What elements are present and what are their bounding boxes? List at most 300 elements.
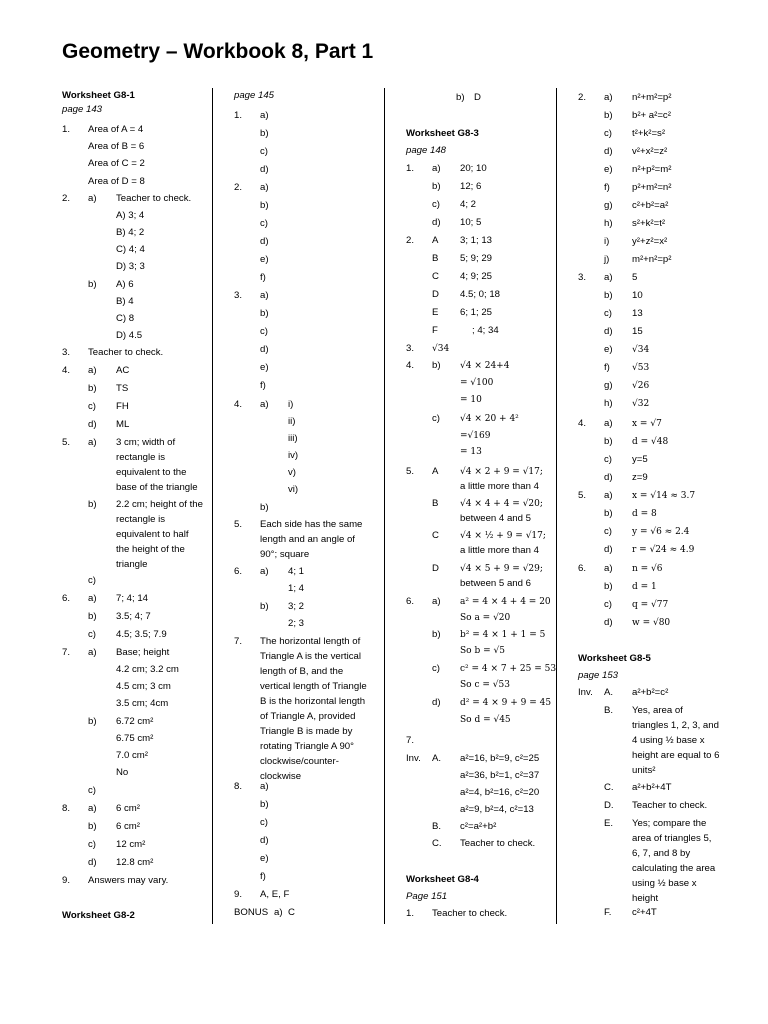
math-expression: d = 1 xyxy=(632,582,657,592)
answer-text: a) xyxy=(604,490,613,501)
answer-text: equivalent to half xyxy=(116,529,189,540)
answer-text: clockwise/counter- xyxy=(260,756,339,767)
math-expression: = 10 xyxy=(460,395,482,405)
answer-text: 20; 10 xyxy=(460,163,487,174)
answer-text: height xyxy=(632,893,659,904)
answer-text: B xyxy=(432,498,439,509)
answer-text: A. xyxy=(432,753,442,764)
answer-text: D) 3; 3 xyxy=(116,261,145,272)
answer-text: height are equal to 6 xyxy=(632,750,720,761)
answer-text: y²+z²=x² xyxy=(632,236,668,247)
answer-text: t²+k²=s² xyxy=(632,128,666,139)
answer-text: a) xyxy=(274,907,283,918)
answer-text: F. xyxy=(604,907,612,918)
answer-text: calculating the area xyxy=(632,863,716,874)
answer-text: b) xyxy=(260,601,269,612)
answer-text: g) xyxy=(604,380,613,391)
answer-text: a) xyxy=(260,566,269,577)
answer-text: Inv. xyxy=(578,687,593,698)
answer-text: b) xyxy=(88,821,97,832)
answer-text: 9. xyxy=(234,889,243,900)
answer-text: f) xyxy=(604,362,610,373)
answer-text: A) 6 xyxy=(116,279,134,290)
answer-text: Teacher to check. xyxy=(116,193,192,204)
answer-text: E xyxy=(432,307,439,318)
answer-text: b) xyxy=(88,716,97,727)
answer-text: 12; 6 xyxy=(460,181,482,192)
answer-text: equivalent to the xyxy=(116,467,187,478)
worksheet-heading: Worksheet G8-1 xyxy=(62,90,135,101)
math-expression: So b = √5 xyxy=(460,646,505,656)
answer-text: 3; 2 xyxy=(288,601,305,612)
answer-text: j) xyxy=(604,254,610,265)
answer-text: d) xyxy=(432,697,441,708)
answer-text: d) xyxy=(260,164,269,175)
math-expression: w = √80 xyxy=(632,618,671,628)
answer-text: Teacher to check. xyxy=(460,838,536,849)
math-expression: y = √6 ≈ 2.4 xyxy=(632,527,690,537)
answer-text: d) xyxy=(604,617,613,628)
answer-text: h) xyxy=(604,398,613,409)
answer-text: b) xyxy=(88,383,97,394)
answer-text: rectangle is xyxy=(116,514,166,525)
column-divider xyxy=(556,88,557,924)
answer-text: b) xyxy=(260,502,269,513)
math-expression: = √100 xyxy=(460,378,494,388)
answer-text: b) xyxy=(88,499,97,510)
answer-text: 6. xyxy=(578,563,587,574)
answer-text: 4.5; 0; 18 xyxy=(460,289,501,300)
math-expression: √4 × 5 + 9 = √29; xyxy=(460,564,543,574)
answer-text: 4 using ½ base x xyxy=(632,735,705,746)
worksheet-heading: Worksheet G8-2 xyxy=(62,910,135,921)
answer-text: a) xyxy=(260,781,269,792)
answer-text: b) xyxy=(260,200,269,211)
answer-text: E. xyxy=(604,818,614,829)
answer-text: Yes; compare the xyxy=(632,818,707,829)
answer-text: triangle xyxy=(116,559,148,570)
math-expression: a² = 4 × 4 + 4 = 20 xyxy=(460,597,551,607)
math-expression: √34 xyxy=(632,345,650,355)
answer-text: 9. xyxy=(62,875,71,886)
answer-text: Area of C = 2 xyxy=(88,158,145,169)
answer-text: d) xyxy=(88,419,97,430)
math-expression: √4 × 4 + 4 = √20; xyxy=(460,499,543,509)
answer-text: 2. xyxy=(234,182,243,193)
answer-text: 3 cm; width of xyxy=(116,437,176,448)
answer-text: e) xyxy=(604,344,613,355)
answer-text: b) xyxy=(432,181,441,192)
answer-text: 6. xyxy=(234,566,243,577)
answer-text: Teacher to check. xyxy=(632,800,708,811)
answer-text: a little more than 4 xyxy=(460,545,539,556)
answer-text: between 4 and 5 xyxy=(460,513,531,524)
answer-text: Area of B = 6 xyxy=(88,141,145,152)
answer-text: 2. xyxy=(578,92,587,103)
answer-text: 10; 5 xyxy=(460,217,482,228)
answer-text: c) xyxy=(604,128,612,139)
answer-text: c²+b²=a² xyxy=(632,200,669,211)
answer-text: using ½ base x xyxy=(632,878,697,889)
answer-text: z=9 xyxy=(632,472,648,483)
answer-text: A xyxy=(432,235,439,246)
answer-text: d) xyxy=(260,835,269,846)
answer-text: e) xyxy=(604,164,613,175)
answer-text: c) xyxy=(604,308,612,319)
answer-text: B. xyxy=(604,705,614,716)
answer-text: a) xyxy=(432,163,441,174)
page-title: Geometry – Workbook 8, Part 1 xyxy=(62,40,374,63)
answer-text: d) xyxy=(604,544,613,555)
answer-text: 4. xyxy=(62,365,71,376)
answer-text: 4. xyxy=(234,399,243,410)
math-expression: b² = 4 × 1 + 1 = 5 xyxy=(460,630,546,640)
page-reference: Page 151 xyxy=(406,891,448,902)
answer-text: 4. xyxy=(406,360,415,371)
answer-text: iii) xyxy=(288,433,298,444)
answer-text: c²=a²+b² xyxy=(460,821,497,832)
answer-text: e) xyxy=(260,254,269,265)
answer-text: 6; 1; 25 xyxy=(460,307,493,318)
answer-text: c) xyxy=(260,146,268,157)
answer-text: 6 cm² xyxy=(116,803,140,814)
answer-text: 6. xyxy=(62,593,71,604)
answer-text: D xyxy=(432,289,439,300)
answer-text: b) xyxy=(604,508,613,519)
math-expression: √4 × 20 + 4² xyxy=(460,414,519,424)
answer-text: a²=9, b²=4, c²=13 xyxy=(460,804,534,815)
answer-text: A, E, F xyxy=(260,889,290,900)
answer-text: a²+b²=c² xyxy=(632,687,669,698)
page-reference: page 153 xyxy=(578,670,619,681)
answer-text: Base; height xyxy=(116,647,170,658)
answer-text: 4; 2 xyxy=(460,199,477,210)
answer-text: d) xyxy=(604,472,613,483)
answer-text: 4.2 cm; 3.2 cm xyxy=(116,664,179,675)
math-expression: d = 8 xyxy=(632,509,657,519)
math-expression: √34 xyxy=(432,344,450,354)
math-expression: √4 × 2 + 9 = √17; xyxy=(460,467,543,477)
answer-text: v) xyxy=(288,467,296,478)
page-reference: page 148 xyxy=(406,145,447,156)
answer-text: 7. xyxy=(62,647,71,658)
answer-text: 7; 4; 14 xyxy=(116,593,149,604)
answer-text: c) xyxy=(432,199,440,210)
math-expression: x = √14 ≈ 3.7 xyxy=(632,491,696,501)
answer-text: c) xyxy=(88,575,96,586)
answer-text: No xyxy=(116,767,129,778)
answer-text: 4; 9; 25 xyxy=(460,271,493,282)
answer-text: 5 xyxy=(632,272,638,283)
math-expression: So d = √45 xyxy=(460,715,511,725)
answer-text: 3. xyxy=(62,347,71,358)
answer-text: b) xyxy=(604,290,613,301)
answer-text: units² xyxy=(632,765,656,776)
answer-text: c) xyxy=(260,817,268,828)
answer-text: e) xyxy=(260,853,269,864)
answer-text: b) xyxy=(604,436,613,447)
answer-text: a little more than 4 xyxy=(460,481,539,492)
answer-text: b) xyxy=(260,799,269,810)
answer-text: Each side has the same xyxy=(260,519,363,530)
answer-text: C xyxy=(288,907,295,918)
answer-text: ii) xyxy=(288,416,296,427)
answer-text: C. xyxy=(604,782,614,793)
math-expression: √32 xyxy=(632,399,650,409)
answer-text: a) xyxy=(88,647,97,658)
answer-text: c) xyxy=(604,454,612,465)
math-expression: r = √24 ≈ 4.9 xyxy=(632,545,695,555)
answer-text: 2; 3 xyxy=(288,618,305,629)
answer-text: 5. xyxy=(234,519,243,530)
answer-text: d) xyxy=(604,146,613,157)
answer-text: area of triangles 5, xyxy=(632,833,712,844)
answer-text: AC xyxy=(116,365,130,376)
answer-text: d) xyxy=(260,236,269,247)
math-expression: √4 × ½ + 9 = √17; xyxy=(460,531,546,541)
answer-text: c) xyxy=(88,839,96,850)
math-expression: c² = 4 × 7 + 25 = 53 xyxy=(460,664,557,674)
answer-text: f) xyxy=(260,272,266,283)
answer-text: a) xyxy=(88,193,97,204)
worksheet-heading: Worksheet G8-3 xyxy=(406,128,479,139)
answer-text: c) xyxy=(432,663,440,674)
answer-text: 3. xyxy=(234,290,243,301)
answer-text: c) xyxy=(432,413,440,424)
answer-text: BONUS xyxy=(234,907,269,918)
answer-text: Yes, area of xyxy=(632,705,683,716)
answer-text: 1. xyxy=(406,908,415,919)
answer-text: b) xyxy=(88,279,97,290)
answer-text: s²+k²=t² xyxy=(632,218,666,229)
answer-text: F xyxy=(432,325,438,336)
answer-text: between 5 and 6 xyxy=(460,578,531,589)
answer-text: 3. xyxy=(578,272,587,283)
answer-text: d) xyxy=(604,326,613,337)
page-reference: page 143 xyxy=(62,104,103,115)
math-expression: d = √48 xyxy=(632,437,669,447)
answer-text: TS xyxy=(116,383,129,394)
answer-text: triangles 1, 2, 3, and xyxy=(632,720,719,731)
answer-text: v²+x²=z² xyxy=(632,146,668,157)
answer-text: y=5 xyxy=(632,454,648,465)
answer-text: 1. xyxy=(406,163,415,174)
answer-text: vi) xyxy=(288,484,299,495)
answer-text: c) xyxy=(604,599,612,610)
answer-text: the height of the xyxy=(116,544,185,555)
answer-text: FH xyxy=(116,401,129,412)
answer-text: 4.5; 3.5; 7.9 xyxy=(116,629,167,640)
math-expression: So c = √53 xyxy=(460,680,510,690)
math-expression: n = √6 xyxy=(632,564,663,574)
answer-text: 4; 1 xyxy=(288,566,305,577)
answer-text: A) 3; 4 xyxy=(116,210,145,221)
answer-text: 6, 7, and 8 by xyxy=(632,848,691,859)
answer-text: 6. xyxy=(406,596,415,607)
answer-text: 3.5 cm; 4cm xyxy=(116,698,169,709)
answer-text: g) xyxy=(604,200,613,211)
answer-text: Area of D = 8 xyxy=(88,176,145,187)
answer-text: Triangle A is the vertical xyxy=(260,651,361,662)
answer-text: vertical length of Triangle xyxy=(260,681,367,692)
answer-text: 1. xyxy=(62,124,71,135)
answer-text: 90°; square xyxy=(260,549,310,560)
answer-text: c) xyxy=(88,629,96,640)
answer-text: a) xyxy=(604,92,613,103)
math-expression: d² = 4 × 9 + 9 = 45 xyxy=(460,698,552,708)
answer-text: f) xyxy=(604,182,610,193)
answer-text: a²=4, b²=16, c²=20 xyxy=(460,787,540,798)
answer-text: c²+4T xyxy=(632,907,657,918)
answer-text: a) xyxy=(260,110,269,121)
answer-text: A. xyxy=(604,687,614,698)
answer-text: 6.75 cm² xyxy=(116,733,154,744)
answer-text: b) xyxy=(456,92,465,103)
answer-text: Inv. xyxy=(406,753,421,764)
answer-text: 5. xyxy=(406,466,415,477)
answer-text: p²+m²=n² xyxy=(632,182,672,193)
answer-text: 2. xyxy=(62,193,71,204)
answer-text: b) xyxy=(604,110,613,121)
answer-text: 7. xyxy=(234,636,243,647)
answer-text: D. xyxy=(604,800,614,811)
answer-text: C. xyxy=(432,838,442,849)
answer-text: base of the triangle xyxy=(116,482,198,493)
answer-text: a²=16, b²=9, c²=25 xyxy=(460,753,540,764)
answer-text: of Triangle A, provided xyxy=(260,711,356,722)
answer-text: C xyxy=(432,271,439,282)
answer-text: a) xyxy=(432,596,441,607)
answer-text: C xyxy=(432,530,439,541)
answer-text: n²+p²=m² xyxy=(632,164,672,175)
answer-text: B. xyxy=(432,821,442,832)
answer-text: 12.8 cm² xyxy=(116,857,154,868)
answer-text: 1; 4 xyxy=(288,583,305,594)
answer-text: a) xyxy=(604,272,613,283)
answer-text: 3; 1; 13 xyxy=(460,235,493,246)
answer-text: 6 cm² xyxy=(116,821,140,832)
answer-text: The horizontal length of xyxy=(260,636,361,647)
answer-text: c) xyxy=(88,401,96,412)
answer-text: a²+b²+4T xyxy=(632,782,672,793)
answer-text: length of B, and the xyxy=(260,666,344,677)
answer-text: Area of A = 4 xyxy=(88,124,144,135)
answer-text: rotating Triangle A 90° xyxy=(260,741,354,752)
answer-text: 8. xyxy=(62,803,71,814)
answer-text: A xyxy=(432,466,439,477)
answer-text: clockwise xyxy=(260,771,302,782)
answer-text: Answers may vary. xyxy=(88,875,169,886)
answer-text: D xyxy=(474,92,481,103)
math-expression: √26 xyxy=(632,381,650,391)
answer-text: 3. xyxy=(406,343,415,354)
answer-text: a) xyxy=(88,803,97,814)
answer-text: b) xyxy=(88,611,97,622)
answer-text: b²+ a²=c² xyxy=(632,110,671,121)
answer-text: h) xyxy=(604,218,613,229)
answer-text: B) 4; 2 xyxy=(116,227,145,238)
answer-text: length and an angle of xyxy=(260,534,355,545)
answer-text: b) xyxy=(432,629,441,640)
math-expression: =√169 xyxy=(460,431,491,441)
answer-text: a) xyxy=(260,290,269,301)
answer-text: Teacher to check. xyxy=(432,908,508,919)
answer-text: 1. xyxy=(234,110,243,121)
answer-text: c) xyxy=(88,785,96,796)
answer-text: 10 xyxy=(632,290,643,301)
answer-text: Teacher to check. xyxy=(88,347,164,358)
answer-text: a) xyxy=(88,365,97,376)
column-divider xyxy=(384,88,385,924)
answer-text: b) xyxy=(260,128,269,139)
answer-text: n²+m²=p² xyxy=(632,92,672,103)
page-reference: page 145 xyxy=(234,90,275,101)
answer-text: d) xyxy=(88,857,97,868)
answer-text: b) xyxy=(260,308,269,319)
answer-text: 4. xyxy=(578,418,587,429)
answer-text: D) 4.5 xyxy=(116,330,143,341)
math-expression: = 13 xyxy=(460,447,482,457)
answer-text: Triangle B is made by xyxy=(260,726,353,737)
answer-text: 5. xyxy=(578,490,587,501)
answer-text: 5; 9; 29 xyxy=(460,253,493,264)
math-expression: x = √7 xyxy=(632,419,662,429)
answer-text: a) xyxy=(88,593,97,604)
answer-text: a) xyxy=(604,418,613,429)
answer-text: 7.0 cm² xyxy=(116,750,148,761)
answer-text: c) xyxy=(604,526,612,537)
answer-text: a²=36, b²=1, c²=37 xyxy=(460,770,540,781)
math-expression: √4 × 24+4 xyxy=(460,361,510,371)
answer-text: 13 xyxy=(632,308,643,319)
answer-text: B is the horizontal length xyxy=(260,696,366,707)
answer-text: 5. xyxy=(62,437,71,448)
answer-text: 3.5; 4; 7 xyxy=(116,611,151,622)
answer-text: 7. xyxy=(406,735,415,746)
answer-text: i) xyxy=(604,236,610,247)
answer-text: rectangle is xyxy=(116,452,166,463)
math-expression: √53 xyxy=(632,363,650,373)
answer-text: 15 xyxy=(632,326,643,337)
answer-text: e) xyxy=(260,362,269,373)
answer-text: 4.5 cm; 3 cm xyxy=(116,681,171,692)
answer-text: C) 8 xyxy=(116,313,135,324)
answer-text: i) xyxy=(288,399,294,410)
answer-text: c) xyxy=(260,326,268,337)
worksheet-heading: Worksheet G8-5 xyxy=(578,653,651,664)
math-expression: q = √77 xyxy=(632,600,669,610)
answer-text: 12 cm² xyxy=(116,839,146,850)
worksheet-heading: Worksheet G8-4 xyxy=(406,874,479,885)
answer-text: C) 4; 4 xyxy=(116,244,145,255)
answer-text: ; 4; 34 xyxy=(472,325,499,336)
answer-text: f) xyxy=(260,380,266,391)
answer-text: 2. xyxy=(406,235,415,246)
answer-text: d) xyxy=(432,217,441,228)
math-expression: So a = √20 xyxy=(460,613,511,623)
column-divider xyxy=(212,88,213,924)
answer-text: iv) xyxy=(288,450,299,461)
answer-text: a) xyxy=(88,437,97,448)
answer-text: ML xyxy=(116,419,130,430)
answer-text: d) xyxy=(260,344,269,355)
answer-text: m²+n²=p² xyxy=(632,254,672,265)
answer-text: a) xyxy=(604,563,613,574)
answer-text: c) xyxy=(260,218,268,229)
answer-text: a) xyxy=(260,399,269,410)
answer-text: b) xyxy=(604,581,613,592)
answer-text: B xyxy=(432,253,439,264)
